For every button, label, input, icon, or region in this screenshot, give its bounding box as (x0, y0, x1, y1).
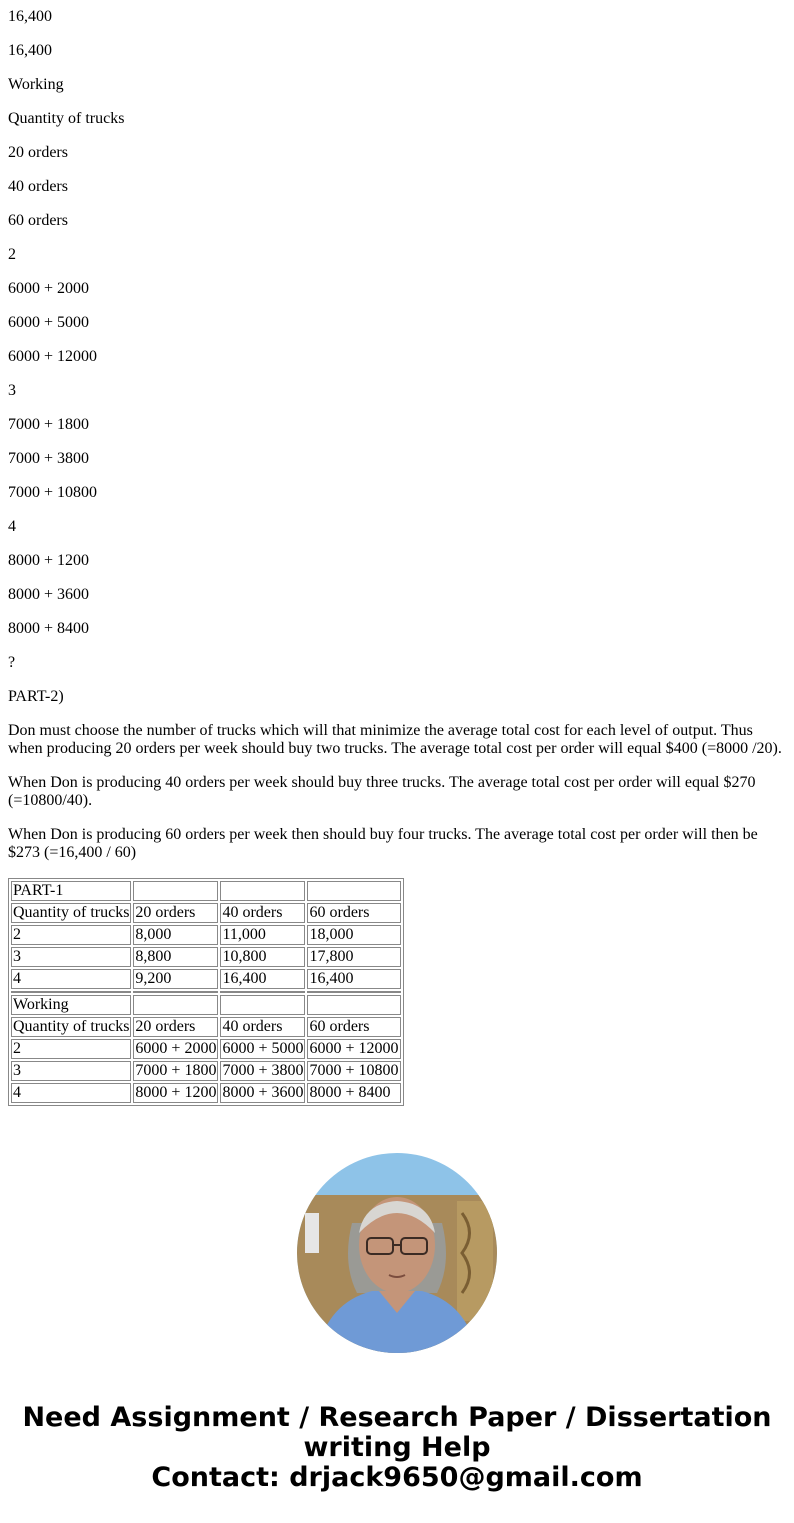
table-cell: 11,000 (220, 925, 305, 945)
cost-table (8, 878, 404, 1106)
table-cell (220, 995, 305, 1015)
text-line: 6000 + 12000 (8, 348, 98, 365)
table-cell (11, 991, 131, 993)
table-cell: 3 (11, 1061, 131, 1081)
table-cell: 4 (11, 969, 131, 989)
table-cell (220, 991, 305, 993)
paragraph: Don must choose the number of trucks which will that minimize the average total cost for each level of output. Thus when producing 20 orders per week should buy two trucks. The average total cost per order will equal $400 (=8000 /20). (8, 722, 782, 757)
promo-line: Need Assignment / Research Paper / Dissertation (22, 1402, 772, 1433)
text-line: 3 (8, 382, 16, 399)
table-cell: 16,400 (220, 969, 305, 989)
table-cell: 6000 + 5000 (222, 1040, 304, 1057)
promo-contact: Contact: drjack9650@gmail.com (151, 1462, 643, 1493)
text-line: 16,400 (8, 42, 52, 59)
table-cell (133, 995, 218, 1015)
table-row (11, 1061, 401, 1081)
table-cell: PART-1 (11, 881, 131, 901)
text-line: 16,400 (8, 8, 52, 25)
table-cell: 2 (11, 1039, 131, 1059)
text-line: 40 orders (8, 178, 68, 195)
text-line: 4 (8, 518, 16, 535)
paragraph: When Don is producing 40 orders per week should buy three trucks. The average total cost per order will equal $270 (=10800/40). (8, 774, 756, 809)
table-cell (220, 881, 305, 901)
text-line: 20 orders (8, 144, 68, 161)
table-cell: 8000 + 1200 (135, 1084, 217, 1101)
table-cell: 7000 + 10800 (307, 1061, 401, 1081)
author-portrait-image (297, 1153, 497, 1353)
text-line: 7000 + 10800 (8, 484, 98, 501)
table-row (11, 1039, 401, 1059)
table-cell: 4 (11, 1083, 131, 1103)
table-row (11, 1017, 401, 1037)
text-line: 8000 + 8400 (8, 620, 90, 637)
text-line: 2 (8, 246, 16, 263)
table-cell (133, 881, 218, 901)
table-row (11, 995, 401, 1015)
text-line: ? (8, 654, 16, 671)
text-line: 7000 + 1800 (8, 416, 90, 433)
text-line: 6000 + 2000 (8, 280, 90, 297)
table-row (11, 947, 401, 967)
table-cell: 60 orders (307, 1017, 401, 1037)
table-cell: 17,800 (307, 947, 401, 967)
table-cell: 6000 + 12000 (307, 1039, 401, 1059)
table-cell: 7000 + 3800 (222, 1062, 304, 1079)
table-cell: Working (11, 995, 131, 1015)
table-cell: 2 (11, 925, 131, 945)
table-cell (307, 881, 401, 901)
table-cell: 8000 + 8400 (307, 1083, 401, 1103)
table-cell: 9,200 (133, 969, 218, 989)
table-cell: 3 (11, 947, 131, 967)
table-cell: 20 orders (133, 1017, 218, 1037)
table-cell: 60 orders (307, 903, 401, 923)
text-line: 7000 + 3800 (8, 450, 90, 467)
table-cell: 8,800 (133, 947, 218, 967)
table-row-spacer (11, 991, 401, 993)
table-cell: 16,400 (307, 969, 401, 989)
table-cell: 7000 + 1800 (135, 1062, 217, 1079)
table-cell: 8,000 (133, 925, 218, 945)
promo-banner (0, 1403, 794, 1493)
table-cell (133, 991, 218, 993)
table-cell (307, 991, 401, 993)
paragraph: When Don is producing 60 orders per week then should buy four trucks. The average total cost per order will then be $273 (=16,400 / 60) (8, 826, 758, 861)
promo-line: writing Help (303, 1432, 491, 1463)
text-line: 8000 + 3600 (8, 586, 90, 603)
table-row (11, 903, 401, 923)
text-line: 6000 + 5000 (8, 314, 90, 331)
table-cell: 10,800 (220, 947, 305, 967)
table-row (11, 925, 401, 945)
author-photo (297, 1153, 497, 1353)
table-row (11, 881, 401, 901)
table-cell: 40 orders (220, 1017, 305, 1037)
table-row (11, 1083, 401, 1103)
table-cell: Quantity of trucks (13, 1018, 130, 1035)
table-cell: 40 orders (220, 903, 305, 923)
text-line: Working (8, 76, 64, 93)
table-cell (307, 995, 401, 1015)
text-line: 60 orders (8, 212, 68, 229)
table-cell: Quantity of trucks (13, 904, 130, 921)
table-cell: 20 orders (133, 903, 218, 923)
table-cell: 6000 + 2000 (135, 1040, 217, 1057)
table-cell: 8000 + 3600 (222, 1084, 304, 1101)
text-line: Quantity of trucks (8, 110, 125, 127)
table-cell: 18,000 (307, 925, 401, 945)
text-line: 8000 + 1200 (8, 552, 90, 569)
table-row (11, 969, 401, 989)
section-heading: PART-2) (8, 688, 64, 705)
